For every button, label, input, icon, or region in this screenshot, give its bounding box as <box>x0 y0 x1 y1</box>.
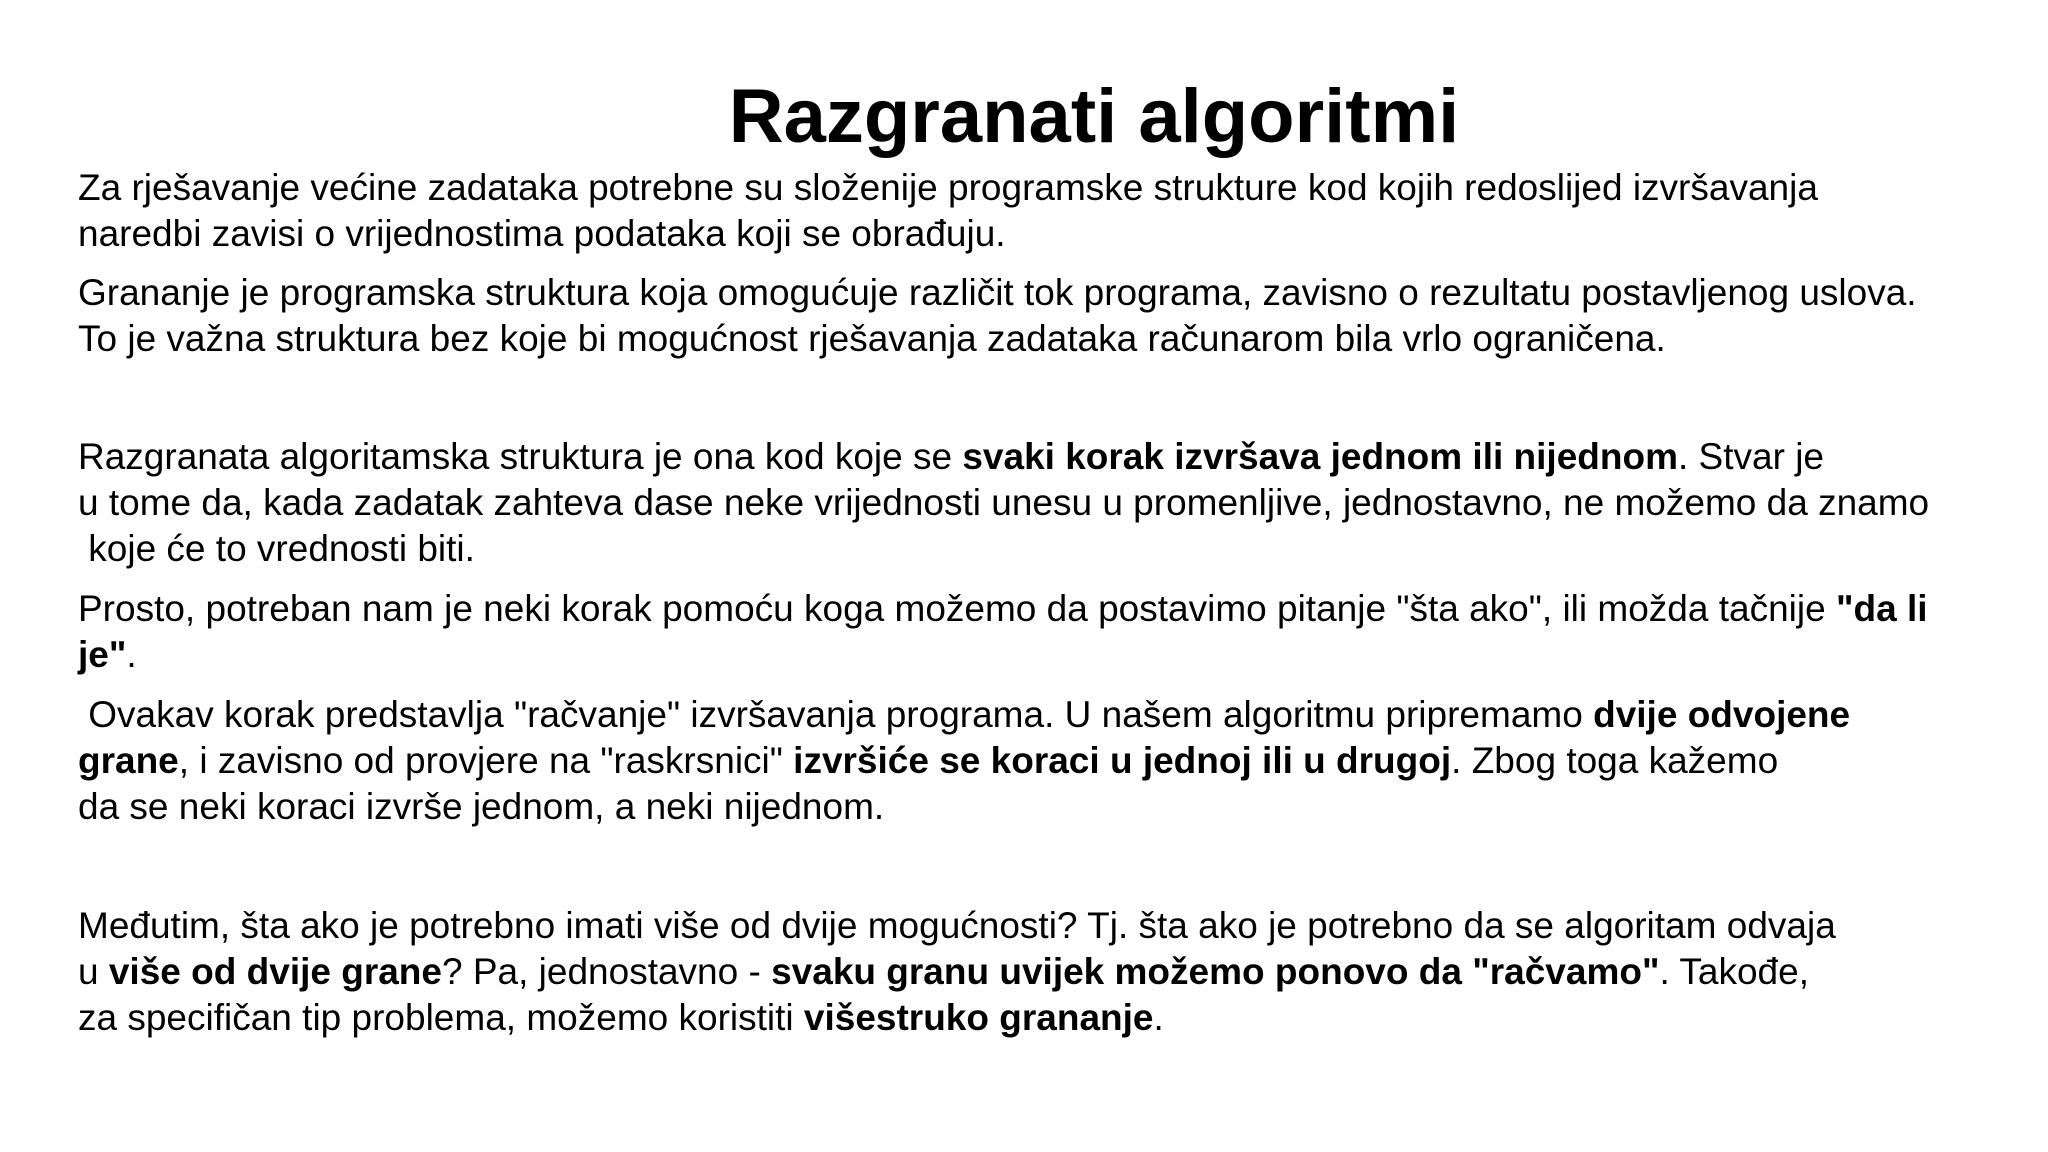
text-run: . Zbog toga kažemo <box>1451 740 1779 781</box>
bold-text-run: "da li <box>1835 588 1928 629</box>
bold-text-run: višestruko grananje <box>803 997 1154 1038</box>
paragraph-3-line-1 <box>78 434 1824 480</box>
paragraph-5-line-1 <box>78 692 1850 738</box>
paragraph-2-line-1: Grananje je programska struktura koja omogućuje različit tok programa, zavisno o rezultatu postavljenog uslova. <box>78 272 1917 313</box>
bold-text-run: je" <box>78 634 127 675</box>
paragraph-6-line-2 <box>78 949 1809 995</box>
slide-title: Razgranati algoritmi <box>728 74 1460 159</box>
paragraph-4-line-2 <box>78 632 137 678</box>
text-run: ? Pa, jednostavno - <box>442 951 772 992</box>
paragraph-6-line-3 <box>78 995 1164 1041</box>
text-run: za specifičan tip problema, možemo koristiti <box>78 997 804 1038</box>
paragraph-5-line-2 <box>78 738 1778 784</box>
text-run: . <box>1153 997 1164 1038</box>
paragraph-3-line-2: u tome da, kada zadatak zahteva dase neke vrijednosti unesu u promenljive, jednostavno, ne možemo da znamo <box>78 482 1930 523</box>
paragraph-2-line-2: To je važna struktura bez koje bi mogućnost rješavanja zadataka računarom bila vrlo ograničena. <box>78 318 1666 359</box>
text-run: . <box>126 634 137 675</box>
paragraph-6-line-1: Međutim, šta ako je potrebno imati više od dvije mogućnosti? Tj. šta ako je potrebno da se algoritam odvaja <box>78 905 1836 946</box>
text-run: Razgranata algoritamska struktura je ona kod koje se <box>78 436 963 477</box>
paragraph-5-line-3: da se neki koraci izvrše jednom, a neki nijednom. <box>78 786 885 827</box>
bold-text-run: grane <box>78 740 179 781</box>
text-run: . Takođe, <box>1659 951 1809 992</box>
bold-text-run: dvije odvojene <box>1593 694 1851 735</box>
paragraph-4-line-1 <box>78 586 1928 632</box>
text-run: u <box>78 951 109 992</box>
paragraph-1-line-1: Za rješavanje većine zadataka potrebne su složenije programske strukture kod kojih redoslijed izvršavanja <box>78 167 1818 208</box>
text-run: . Stvar je <box>1678 436 1824 477</box>
text-run: Prosto, potreban nam je neki korak pomoću koga možemo da postavimo pitanje "šta ako", ili možda tačnije <box>78 588 1836 629</box>
paragraph-1-line-2: naredbi zavisi o vrijednostima podataka koji se obrađuju. <box>78 213 1006 254</box>
bold-text-run: svaki korak izvršava jednom ili nijednom <box>962 436 1678 477</box>
text-run: , i zavisno od provjere na "raskrsnici" <box>178 740 794 781</box>
text-run: Ovakav korak predstavlja "račvanje" izvršavanja programa. U našem algoritmu pripremamo <box>78 694 1594 735</box>
bold-text-run: svaku granu uvijek možemo ponovo da "račvamo" <box>771 951 1660 992</box>
bold-text-run: izvršiće se koraci u jednoj ili u drugoj <box>793 740 1452 781</box>
bold-text-run: više od dvije grane <box>108 951 442 992</box>
paragraph-3-line-3: koje će to vrednosti biti. <box>78 528 475 569</box>
